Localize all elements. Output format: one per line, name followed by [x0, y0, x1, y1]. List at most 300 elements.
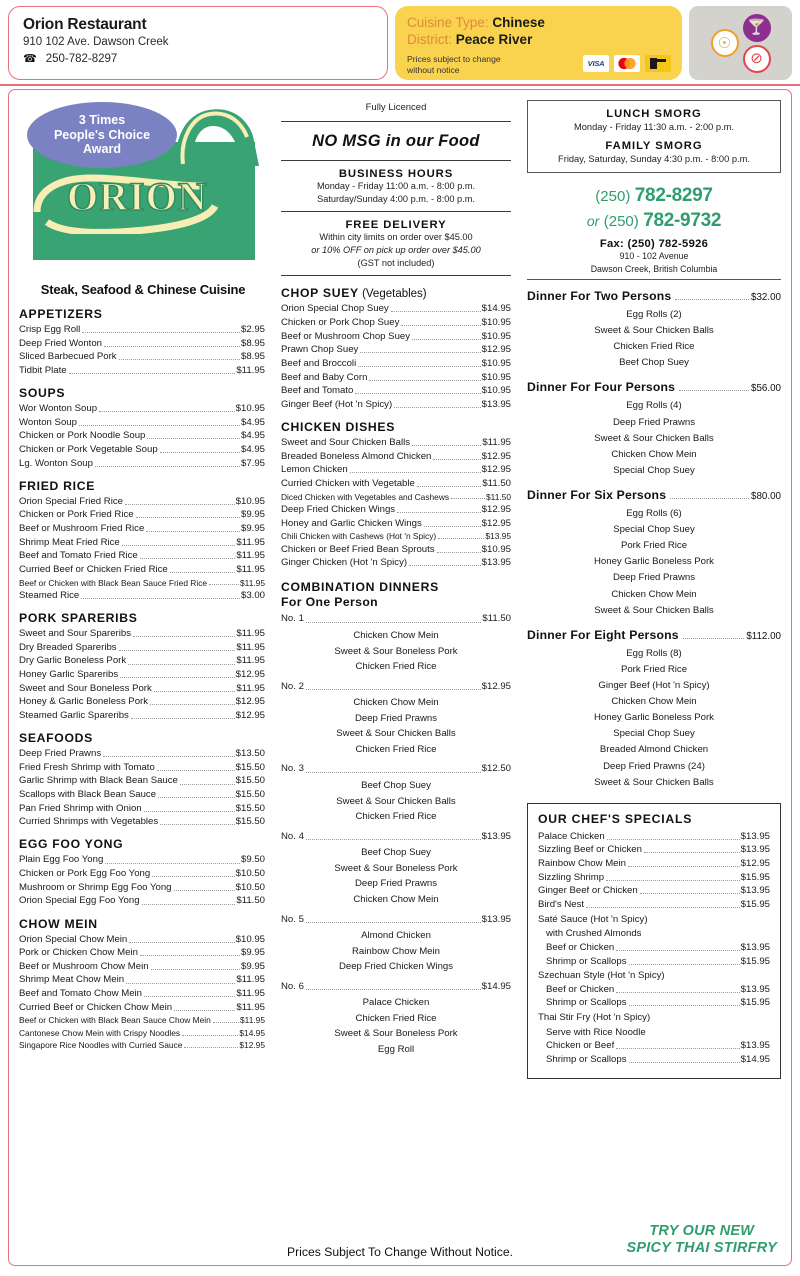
- menu-item-row: [19, 524, 265, 534]
- menu-item-price: $11.95: [482, 436, 511, 448]
- menu-item-name: Lemon Chicken: [281, 464, 348, 476]
- leader-dots: [154, 691, 236, 692]
- leader-dots: [209, 584, 239, 585]
- menu-item-row: [538, 1041, 770, 1051]
- menu-item-name: Deep Fried Prawns: [19, 748, 102, 760]
- leader-dots: [401, 325, 480, 326]
- menu-item-name: Curried Beef or Chicken Fried Rice: [19, 564, 168, 575]
- menu-item-price: $10.95: [235, 403, 265, 415]
- spacer: [281, 975, 511, 982]
- menu-item-price: $10.95: [481, 316, 511, 328]
- menu-body: [8, 89, 792, 1266]
- fully-licenced-text: Fully Licenced: [365, 102, 427, 113]
- menu-item-name: Sizzling Beef or Chicken: [538, 844, 642, 856]
- leader-dots: [152, 876, 234, 877]
- menu-item-name: Orion Special Chop Suey: [281, 303, 389, 315]
- page-header: [0, 0, 800, 84]
- leader-dots: [437, 552, 481, 553]
- menu-item-price: $14.95: [481, 980, 511, 992]
- menu-item-row: [19, 948, 265, 958]
- menu-item-name: Singapore Rice Noodles with Curried Sauce: [19, 1040, 183, 1051]
- group-dinner-price: $80.00: [751, 490, 781, 502]
- menu-item-price: $9.95: [240, 947, 265, 959]
- menu-item-row: [19, 790, 265, 800]
- menu-item-price: $11.50: [486, 491, 511, 502]
- menu-item-price: $13.50: [235, 748, 265, 760]
- group-dinner-item: Special Chop Suey: [613, 728, 695, 740]
- combination-dinners-title: COMBINATION DINNERS: [281, 580, 439, 595]
- combination-dinner-item: Beef Chop Suey: [361, 847, 431, 859]
- menu-item-price: $10.50: [235, 868, 265, 880]
- menu-item-row: [281, 682, 511, 692]
- spacer: [281, 908, 511, 915]
- leader-dots: [424, 526, 481, 527]
- restaurant-name: Orion Restaurant: [23, 16, 147, 33]
- menu-item-price: $13.95: [740, 941, 770, 953]
- menu-item-row: [19, 551, 265, 561]
- combination-dinner-item: Rainbow Chow Mein: [352, 945, 440, 957]
- menu-item-price: $10.50: [235, 881, 265, 893]
- free-delivery-title: FREE DELIVERY: [345, 219, 447, 232]
- leader-dots: [451, 498, 485, 499]
- group-dinner-item: Deep Fried Prawns: [612, 572, 696, 584]
- award-line-2: People's Choice: [53, 127, 151, 142]
- leader-dots: [417, 486, 482, 487]
- menu-item-row: [19, 1029, 265, 1038]
- menu-item-row: [19, 817, 265, 827]
- menu-item-price: $10.95: [481, 330, 511, 342]
- menu-item-price: $4.95: [240, 430, 265, 442]
- menu-item-name: Chicken or Pork Chop Suey: [281, 316, 400, 328]
- menu-item-name: Deep Fried Chicken Wings: [281, 504, 396, 515]
- menu-item-name: Cantonese Chow Mein with Crispy Noodles: [19, 1027, 181, 1038]
- group-dinner-item: Honey Garlic Boneless Pork: [594, 712, 714, 724]
- menu-item-row: [538, 832, 770, 842]
- phone-line-2: [527, 209, 781, 234]
- group-dinner-item: Egg Rolls (4): [626, 400, 682, 412]
- menu-item-price: $15.95: [740, 899, 770, 911]
- leader-dots: [306, 689, 481, 690]
- menu-item-name: Ginger Chicken (Hot 'n Spicy): [281, 557, 408, 569]
- menu-item-price: $2.95: [240, 324, 265, 335]
- menu-item-row: [281, 519, 511, 529]
- menu-item-name: Ginger Beef or Chicken: [538, 885, 638, 897]
- menu-item-name: Shrimp or Scallops: [546, 955, 627, 967]
- price-disclaimer-line2: without notice: [407, 64, 460, 75]
- menu-item-price: $12.95: [235, 696, 265, 708]
- award-line-3: Award: [83, 142, 121, 157]
- menu-item-name: Lg. Wonton Soup: [19, 457, 93, 469]
- free-delivery-line1: Within city limits on order over $45.00: [319, 232, 473, 243]
- menu-item-price: $4.95: [240, 444, 265, 455]
- leader-dots: [616, 992, 739, 993]
- menu-item-price: $11.95: [236, 974, 265, 986]
- leader-dots: [99, 411, 235, 412]
- menu-item-price: $15.95: [740, 955, 770, 967]
- phone-1-number[interactable]: 782-8297: [634, 185, 713, 206]
- menu-item-price: $14.95: [239, 1027, 265, 1038]
- menu-item-row: [19, 656, 265, 666]
- divider-2: [281, 160, 511, 161]
- menu-item-name: Deep Fried Wonton: [19, 337, 103, 349]
- divider-1: [281, 121, 511, 122]
- menu-item-row: [538, 998, 770, 1008]
- menu-item-name: Beef or Chicken with Black Bean Sauce Chow Mein: [19, 1015, 211, 1026]
- leader-dots: [350, 472, 481, 473]
- menu-item-row: [19, 418, 265, 428]
- menu-item-row: [281, 465, 511, 475]
- leader-dots: [433, 459, 480, 460]
- leader-dots: [142, 904, 236, 905]
- business-hours-title: BUSINESS HOURS: [338, 168, 454, 180]
- spacer: [281, 757, 511, 764]
- group-dinner-item: Breaded Almond Chicken: [599, 744, 709, 756]
- menu-item-name: Rainbow Chow Mein: [538, 858, 626, 870]
- menu-item-row: [19, 510, 265, 520]
- menu-item-name: Honey & Garlic Boneless Pork: [19, 696, 149, 708]
- menu-item-price: $13.95: [740, 885, 770, 897]
- group-dinner-item: Sweet & Sour Chicken Balls: [594, 432, 714, 444]
- leader-dots: [136, 517, 240, 518]
- leader-dots: [140, 558, 236, 559]
- combination-dinner-item: Sweet & Sour Chicken Balls: [336, 795, 456, 807]
- leader-dots: [628, 866, 740, 867]
- combination-dinner-item: Beef Chop Suey: [361, 780, 431, 792]
- group-dinner-item: Egg Rolls (8): [626, 647, 682, 659]
- menu-item-row: [281, 359, 511, 369]
- leader-dots: [616, 950, 739, 951]
- leader-dots: [358, 366, 480, 367]
- chef-special-note: Thai Stir Fry (Hot 'n Spicy): [538, 1012, 651, 1024]
- menu-item-price: $12.95: [481, 680, 511, 692]
- group-dinner-item: Special Chop Suey: [613, 464, 695, 476]
- district-line: [407, 31, 670, 48]
- leader-dots: [394, 407, 481, 408]
- leader-dots: [157, 770, 235, 771]
- menu-item-row: [281, 479, 511, 489]
- leader-dots: [160, 824, 234, 825]
- mastercard-circles-icon: [615, 56, 639, 71]
- restaurant-info-card: [8, 6, 388, 80]
- menu-item-row: [281, 386, 511, 396]
- menu-item-price: $13.95: [740, 830, 770, 842]
- leader-dots: [679, 390, 749, 391]
- menu-item-name: Chicken or Pork Vegetable Soup: [19, 444, 158, 455]
- try-new-line1: TRY OUR NEW: [649, 1222, 755, 1239]
- leader-dots: [629, 964, 740, 965]
- combination-dinner-item: Chicken Fried Rice: [355, 661, 437, 673]
- combination-dinner-item: Chicken Chow Mein: [353, 630, 439, 642]
- district-value: Peace River: [455, 32, 533, 48]
- combination-dinners-subtitle: For One Person: [281, 595, 379, 610]
- menu-item-price: $12.95: [235, 669, 265, 681]
- menu-item-name: Fried Fresh Shrimp with Tomato: [19, 761, 155, 773]
- menu-item-price: $12.95: [481, 504, 511, 515]
- phone-2-number[interactable]: 782-9732: [643, 209, 722, 231]
- group-dinner-item: Chicken Chow Mein: [611, 588, 697, 600]
- menu-item-name: Chicken or Pork Fried Rice: [19, 509, 134, 521]
- group-dinner-title: Dinner For Eight Persons: [527, 627, 679, 642]
- combination-dinner-item: Sweet & Sour Boneless Pork: [334, 862, 458, 874]
- menu-item-price: $15.50: [235, 816, 265, 828]
- menu-item-row: [19, 352, 265, 362]
- menu-item-row: [19, 670, 265, 680]
- cuisine-type-value: Chinese: [492, 15, 545, 30]
- menu-item-name: Beef and Tomato Chow Mein: [19, 988, 143, 1000]
- combination-dinner-item: Chicken Chow Mein: [353, 893, 439, 905]
- menu-item-name: Beef and Tomato Fried Rice: [19, 550, 138, 562]
- menu-item-row: [19, 711, 265, 721]
- menu-item-row: [281, 493, 511, 502]
- menu-item-name: No. 3: [281, 763, 304, 775]
- menu-item-row: [19, 804, 265, 814]
- menu-item-price: $15.95: [740, 997, 770, 1009]
- leader-dots: [119, 650, 236, 651]
- menu-item-row: [281, 452, 511, 462]
- menu-item-price: $15.50: [235, 802, 265, 814]
- menu-item-row: [19, 579, 265, 588]
- leader-dots: [184, 1047, 238, 1048]
- menu-item-name: Dry Breaded Spareribs: [19, 641, 117, 653]
- menu-item-price: $3.00: [240, 590, 265, 602]
- menu-item-name: No. 5: [281, 913, 304, 925]
- business-hours-line2: Saturday/Sunday 4:00 p.m. - 8:00 p.m.: [317, 194, 475, 205]
- menu-item-row: [281, 832, 511, 842]
- leader-dots: [670, 498, 749, 499]
- menu-item-name: Dry Garlic Boneless Pork: [19, 655, 127, 667]
- menu-item-name: Sweet and Sour Spareribs: [19, 628, 131, 640]
- leader-dots: [306, 622, 481, 623]
- menu-item-price: $9.95: [240, 960, 265, 972]
- cuisine-type-line: [407, 14, 670, 31]
- menu-item-row: [538, 886, 770, 896]
- leader-dots: [95, 466, 240, 467]
- chef-special-note: Serve with Rice Noodle: [546, 1026, 646, 1038]
- leader-dots: [126, 983, 235, 984]
- menu-item-price: $15.50: [235, 775, 265, 787]
- combination-dinner-item: Chicken Fried Rice: [355, 811, 437, 823]
- menu-item-row: [19, 591, 265, 601]
- divider-4: [281, 275, 511, 276]
- menu-item-price: $13.95: [481, 830, 511, 842]
- menu-item-name: Crisp Egg Roll: [19, 324, 81, 335]
- leader-dots: [129, 942, 234, 943]
- leader-dots: [125, 504, 235, 505]
- leader-dots: [79, 425, 240, 426]
- phone-line-1: [527, 184, 781, 209]
- leader-dots: [438, 538, 484, 539]
- menu-item-row: [19, 643, 265, 653]
- group-dinner-heading: [527, 628, 781, 642]
- menu-item-name: Shrimp or Scallops: [546, 997, 627, 1009]
- section-heading: CHOW MEIN: [19, 916, 98, 931]
- menu-item-name: Diced Chicken with Vegetables and Cashews: [281, 491, 450, 502]
- menu-item-price: $11.95: [236, 641, 265, 653]
- restaurant-phone: 250-782-8297: [45, 52, 118, 65]
- group-dinner-item: Chicken Chow Mein: [611, 448, 697, 460]
- menu-item-row: [281, 332, 511, 342]
- section-heading: CHOP SUEY (Vegetables): [281, 286, 427, 301]
- menu-item-row: [281, 545, 511, 555]
- menu-item-row: [19, 749, 265, 759]
- visa-card-icon: VISA: [583, 55, 609, 72]
- business-hours-line1: Monday - Friday 11:00 a.m. - 8:00 p.m.: [316, 181, 476, 191]
- menu-item-name: Shrimp Meat Chow Mein: [19, 974, 125, 986]
- menu-item-price: $11.50: [236, 895, 265, 907]
- leader-dots: [146, 531, 240, 532]
- menu-item-price: $15.50: [235, 789, 265, 801]
- menu-item-row: [19, 366, 265, 376]
- chef-specials-box: [527, 803, 781, 1079]
- menu-item-name: Chicken or Beef Fried Bean Sprouts: [281, 543, 435, 555]
- menu-item-name: Tidbit Plate: [19, 364, 67, 376]
- no-msg-banner: NO MSG in our Food: [312, 132, 480, 150]
- menu-item-price: $11.95: [236, 988, 265, 1000]
- menu-item-name: Steamed Rice: [19, 590, 80, 602]
- menu-item-name: Orion Special Fried Rice: [19, 495, 123, 507]
- leader-dots: [586, 907, 740, 908]
- svg-text:ORION: ORION: [67, 174, 208, 219]
- leader-dots: [306, 839, 481, 840]
- divider-5: [527, 279, 781, 280]
- menu-item-row: [538, 943, 770, 953]
- business-hours-block: [281, 166, 511, 206]
- combination-dinner-item: Sweet & Sour Chicken Balls: [336, 728, 456, 740]
- menu-item-row: [19, 1041, 265, 1050]
- menu-item-price: $10.95: [235, 933, 265, 945]
- menu-item-row: [19, 404, 265, 414]
- leader-dots: [122, 545, 236, 546]
- leader-dots: [644, 852, 740, 853]
- menu-item-row: [538, 957, 770, 967]
- menu-item-name: Garlic Shrimp with Black Bean Sauce: [19, 775, 178, 787]
- combination-dinner-item: Palace Chicken: [362, 997, 430, 1009]
- menu-item-row: [281, 915, 511, 925]
- family-smorg-title: FAMILY SMORG: [605, 140, 703, 152]
- menu-item-name: Orion Special Chow Mein: [19, 933, 128, 945]
- menu-item-name: Beef and Baby Corn: [281, 371, 368, 383]
- group-dinner-list: [527, 289, 781, 791]
- group-dinner-item: Deep Fried Prawns (24): [603, 760, 705, 772]
- menu-item-name: Beef or Mushroom Chow Mein: [19, 960, 149, 972]
- leader-dots: [629, 1005, 740, 1006]
- contact-phone-block: [527, 184, 781, 233]
- menu-item-price: $11.95: [236, 1001, 265, 1013]
- menu-item-row: [19, 975, 265, 985]
- menu-item-price: $12.95: [481, 450, 511, 462]
- leader-dots: [119, 359, 240, 360]
- menu-item-name: Shrimp or Scallops: [546, 1053, 627, 1065]
- menu-item-name: Beef or Chicken with Black Bean Sauce Fried Rice: [19, 577, 208, 588]
- debit-terminal-icon: [647, 56, 669, 71]
- menu-item-price: $9.95: [240, 509, 265, 521]
- orion-logo: [27, 100, 267, 280]
- leader-dots: [409, 565, 481, 566]
- group-dinner-item: Sweet & Sour Chicken Balls: [594, 325, 714, 337]
- price-disclaimer-line1: Prices subject to change: [407, 53, 501, 64]
- menu-item-row: [19, 855, 265, 865]
- menu-item-price: $13.95: [481, 913, 511, 925]
- combination-dinner-list: [281, 614, 511, 1057]
- menu-item-price: $10.95: [481, 357, 511, 369]
- prices-subject-note: Prices Subject To Change Without Notice.: [286, 1245, 514, 1259]
- no-smoking-icon: ⊘: [743, 45, 771, 73]
- menu-item-name: Sizzling Shrimp: [538, 871, 605, 883]
- group-dinner-item: Ginger Beef (Hot 'n Spicy): [598, 679, 710, 691]
- contact-address-line1: 910 - 102 Avenue: [619, 251, 689, 262]
- menu-item-row: [538, 1055, 770, 1065]
- menu-item-name: Orion Special Egg Foo Yong: [19, 895, 140, 907]
- menu-item-name: Honey and Garlic Chicken Wings: [281, 517, 422, 529]
- leader-dots: [607, 839, 740, 840]
- leader-dots: [616, 1048, 739, 1049]
- takeout-icon: ☉: [711, 29, 739, 57]
- section-heading: SOUPS: [19, 386, 66, 401]
- menu-item-name: Sweet and Sour Chicken Balls: [281, 436, 411, 448]
- leader-dots: [369, 380, 480, 381]
- section-subheading: (Vegetables): [358, 288, 427, 301]
- leader-dots: [140, 955, 240, 956]
- menu-item-name: Pork or Chicken Chow Mein: [19, 947, 138, 959]
- menu-item-name: Beef or Chicken: [546, 941, 615, 953]
- menu-item-row: [19, 763, 265, 773]
- menu-item-price: $12.95: [239, 1040, 265, 1051]
- menu-item-name: Beef and Tomato: [281, 385, 354, 397]
- menu-item-row: [19, 684, 265, 694]
- menu-item-price: $11.95: [236, 536, 265, 548]
- smorg-box: [527, 100, 781, 173]
- section-heading: SEAFOODS: [19, 731, 93, 746]
- menu-item-price: $8.95: [240, 351, 265, 363]
- contact-address-line2: Dawson Creek, British Columbia: [590, 263, 718, 274]
- group-dinner-item: Special Chop Suey: [613, 524, 695, 536]
- menu-item-price: $12.95: [740, 858, 770, 870]
- menu-item-row: [19, 565, 265, 575]
- payment-methods: [583, 55, 671, 72]
- combination-dinner-item: Chicken Chow Mein: [353, 697, 439, 709]
- bar-lounge-icon: 🍸: [743, 14, 771, 42]
- menu-item-price: $10.95: [481, 385, 511, 397]
- logo-tagline: Steak, Seafood & Chinese Cuisine: [40, 282, 246, 297]
- menu-item-row: [19, 459, 265, 469]
- menu-item-price: $11.95: [236, 364, 265, 376]
- group-dinner-item: Sweet & Sour Chicken Balls: [594, 604, 714, 616]
- chef-special-note: Szechuan Style (Hot 'n Spicy): [538, 970, 665, 982]
- menu-item-price: $4.95: [240, 416, 265, 428]
- cuisine-info-card: [395, 6, 682, 80]
- free-delivery-line2: or 10% OFF on pick up order over $45.00: [311, 245, 481, 256]
- leader-dots: [105, 863, 240, 864]
- group-dinner-price: $112.00: [746, 630, 781, 642]
- group-dinner-item: Beef Chop Suey: [619, 357, 689, 369]
- menu-item-row: [281, 318, 511, 328]
- menu-item-row: [19, 896, 265, 906]
- lunch-smorg-title: LUNCH SMORG: [606, 108, 702, 120]
- menu-item-price: $8.95: [240, 337, 265, 349]
- group-dinner-title: Dinner For Two Persons: [527, 289, 672, 303]
- menu-item-price: $11.50: [482, 477, 511, 489]
- leader-dots: [120, 677, 234, 678]
- chef-specials-title: OUR CHEF'S SPECIALS: [538, 811, 693, 826]
- menu-item-name: Steamed Garlic Spareribs: [19, 710, 129, 722]
- amenity-icons-card: [689, 6, 792, 80]
- family-smorg-time: Friday, Saturday, Sunday 4:30 p.m. - 8:00 p.m.: [558, 154, 750, 164]
- chef-special-note: Saté Sauce (Hot 'n Spicy): [538, 913, 648, 925]
- menu-item-name: Beef or Mushroom Chop Suey: [281, 330, 411, 342]
- phone-or-label: or: [586, 212, 600, 229]
- leader-dots: [103, 756, 235, 757]
- group-dinner-item: Pork Fried Rice: [620, 663, 688, 675]
